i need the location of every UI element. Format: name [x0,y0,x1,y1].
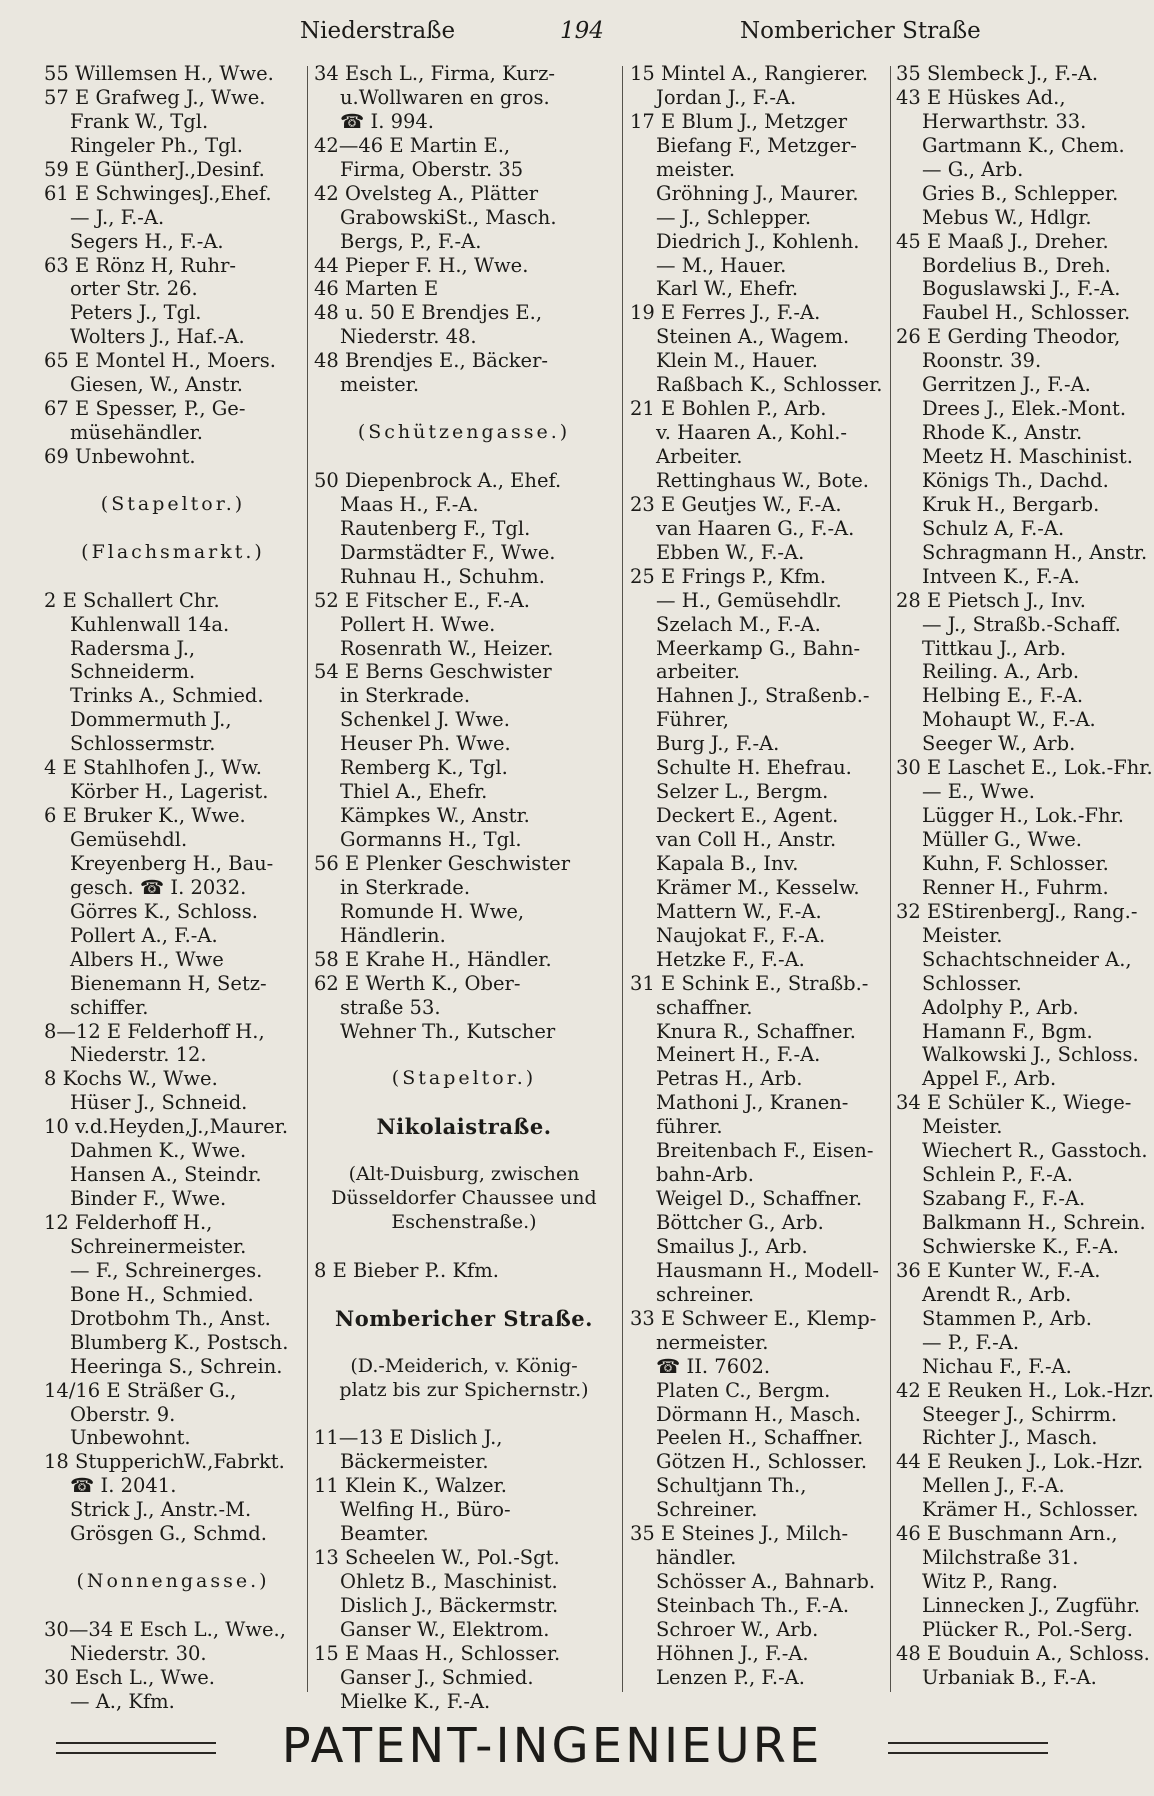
street-note: (Alt-Duisburg, zwischen [348,1163,580,1186]
directory-entry-continued: straße 53. [340,995,441,1019]
directory-entry-continued: Frank W., Tgl. [70,109,209,133]
directory-entry: 61 E SchwingesJ.,Ehef. [44,181,272,205]
directory-entry: 69 Unbewohnt. [44,445,196,468]
directory-entry-continued: Dahmen K., Wwe. [70,1139,247,1163]
directory-entry-continued: Trinks A., Schmied. [70,684,264,708]
directory-entry-continued: Szabang F., F.-A. [922,1187,1086,1211]
directory-entry-continued: schaffner. [656,995,753,1019]
directory-entry-continued: Albers H., Wwe [70,947,224,971]
directory-entry-continued: — J., F.-A. [70,205,165,229]
directory-entry-continued: Wiechert R., Gasstoch. [922,1139,1148,1163]
directory-entry: 56 E Plenker Geschwister [314,851,571,875]
directory-entry-continued: Schachtschneider A., [922,947,1132,971]
directory-entry-continued: Welfing H., Büro- [340,1498,511,1522]
directory-entry-continued: Urbaniak B., F.-A. [922,1665,1097,1689]
directory-entry-continued: Darmstädter F., Wwe. [340,540,556,564]
directory-entry-continued: van Coll H., Anstr. [656,828,837,851]
directory-entry-continued: Unbewohnt. [70,1426,191,1450]
directory-entry-continued: Schenkel J. Wwe. [340,708,510,732]
directory-entry: 46 E Buschmann Arn., [896,1522,1118,1546]
directory-entry-continued: Jordan J., F.-A. [656,85,797,109]
directory-entry: 12 Felderhoff H., [44,1211,213,1234]
directory-entry-continued: Gartmann K., Chem. [922,133,1125,157]
spacer [44,469,302,493]
directory-entry: 8 Kochs W., Wwe. [44,1067,218,1091]
spacer [44,1594,302,1618]
directory-entry-continued: in Sterkrade. [340,684,471,708]
directory-entry-continued: Ganser W., Elektrom. [340,1617,550,1641]
directory-entry-continued: Reiling. A., Arb. [922,660,1080,684]
directory-entry-continued: meister. [340,373,420,397]
directory-entry-continued: Boguslawski J., F.-A. [922,277,1121,301]
directory-entry: 35 Slembeck J., F.-A. [896,62,1099,85]
directory-entry-continued: Naujokat F., F.-A. [656,923,826,947]
directory-entry-continued: Maas H., F.-A. [340,492,479,516]
directory-entry-continued: Walkowski J., Schloss. [922,1043,1139,1067]
directory-entry-continued: — J., Straßb.-Schaff. [922,612,1121,636]
directory-entry-continued: Smailus J., Arb. [656,1234,808,1258]
directory-columns [44,62,1154,1713]
directory-entry-continued: Strick J., Anstr.-M. [70,1498,252,1522]
page-header [0,12,1104,56]
directory-entry: 25 E Frings P., Kfm. [630,564,827,588]
directory-entry-continued: Klein M., Hauer. [656,349,819,373]
directory-entry-continued: Kruk H., Bergarb. [922,492,1100,516]
directory-entry-continued: Herwarthstr. 33. [922,109,1087,133]
header-right-street: Nombericher Straße [740,18,981,44]
directory-entry-continued: Remberg K., Tgl. [340,756,508,780]
directory-entry: 52 E Fitscher E., F.-A. [314,588,530,612]
page-number: 194 [560,18,604,44]
directory-entry-continued: Schwierske K., F.-A. [922,1234,1119,1258]
directory-entry-continued: händler. [656,1546,737,1570]
directory-entry: 32 EStirenbergJ., Rang.- [896,899,1138,923]
directory-entry-continued: Görres K., Schloss. [70,899,258,923]
directory-entry-continued: Raßbach K., Schlosser. [656,373,883,397]
spacer [314,1403,614,1427]
directory-entry-continued: Kuhlenwall 14a. [70,612,230,636]
directory-entry-continued: Niederstr. 12. [70,1043,207,1067]
directory-entry-continued: u.Wollwaren en gros. [340,85,550,109]
header-left-street: Niederstraße [300,18,456,44]
directory-entry: 11 Klein K., Walzer. [314,1474,507,1498]
directory-entry-continued: Linnecken J., Zugführ. [922,1594,1141,1617]
directory-entry: 13 Scheelen W., Pol.-Sgt. [314,1546,560,1570]
section-heading: (Flachsmarkt.) [81,540,265,563]
directory-entry-continued: Szelach M., F.-A. [656,612,821,636]
directory-entry-continued: meister. [656,157,736,181]
directory-entry-continued: Arbeiter. [656,445,743,468]
banner-rule-right [888,1742,1048,1744]
column-4 [896,62,1154,1698]
directory-entry-continued: Appel F., Arb. [922,1067,1057,1091]
directory-entry-continued: Schlossermstr. [70,732,216,756]
directory-entry-continued: Kuhn, F. Schlosser. [922,851,1109,875]
directory-entry-continued: Firma, Oberstr. 35 [340,157,524,181]
directory-entry-continued: Steeger J., Schirrm. [922,1402,1118,1426]
directory-entry-continued: Gries B., Schlepper. [922,181,1119,205]
directory-entry-continued: Knura R., Schaffner. [656,1019,856,1043]
spacer [314,1331,614,1355]
directory-entry-continued: Bordelius B., Dreh. [922,253,1111,277]
directory-entry-continued: in Sterkrade. [340,875,471,899]
directory-entry: 55 Willemsen H., Wwe. [44,62,274,85]
directory-entry-continued: Giesen, W., Anstr. [70,373,243,397]
directory-entry-continued: Steinen A., Wagem. [656,325,850,349]
directory-entry-continued: Körber H., Lagerist. [70,780,269,804]
directory-entry-continued: Ebben W., F.-A. [656,540,805,564]
directory-entry-continued: Balkmann H., Schrein. [922,1211,1146,1234]
directory-entry: 48 Brendjes E., Bäcker- [314,349,549,373]
section-heading: (Schützengasse.) [357,421,571,444]
spacer [314,445,614,469]
directory-entry-continued: Karl W., Ehefr. [656,277,799,301]
directory-entry: 43 E Hüskes Ad., [896,85,1066,109]
directory-entry-continued: Tittkau J., Arb. [922,636,1067,660]
directory-entry: 67 E Spesser, P., Ge- [44,397,246,421]
directory-entry-continued: Richter J., Masch. [922,1426,1098,1450]
directory-entry-continued: Rhode K., Anstr. [922,421,1083,445]
directory-entry-continued: Arendt R., Arb. [922,1282,1072,1306]
directory-entry-continued: Bienemann H, Setz- [70,971,267,995]
directory-entry-continued: Selzer L., Bergm. [656,780,829,804]
directory-entry-continued: Meister. [922,1115,1003,1139]
directory-entry: 45 E Maaß J., Dreher. [896,229,1109,253]
directory-entry-continued: Schulte H. Ehefrau. [656,756,852,780]
directory-entry-continued: Schneiderm. [70,660,196,684]
directory-entry-continued: Witz P., Rang. [922,1570,1059,1594]
directory-entry-continued: Heuser Ph. Wwe. [340,732,511,756]
directory-entry-continued: Mathoni J., Kranen- [656,1091,849,1115]
directory-entry-continued: Bergs, P., F.-A. [340,229,482,253]
directory-entry-continued: Platen C., Bergm. [656,1378,831,1402]
directory-entry: 36 E Kunter W., F.-A. [896,1258,1101,1282]
directory-entry: 44 Pieper F. H., Wwe. [314,253,529,277]
directory-entry-continued: Hansen A., Steindr. [70,1163,262,1187]
directory-entry-continued: Helbing E., F.-A. [922,684,1084,708]
directory-entry-continued: Roonstr. 39. [922,349,1042,373]
directory-entry-continued: — J., Schlepper. [656,205,812,229]
street-note: Düsseldorfer Chaussee und [331,1187,597,1210]
directory-entry-continued: Schlosser. [922,971,1022,995]
directory-entry: 15 Mintel A., Rangierer. [630,62,869,85]
directory-entry-continued: — A., Kfm. [70,1689,175,1713]
directory-entry-continued: bahn-Arb. [656,1163,754,1187]
directory-entry: 57 E Grafweg J., Wwe. [44,85,266,109]
directory-entry-continued: Ohletz B., Maschinist. [340,1570,558,1594]
directory-entry: 14/16 E Sträßer G., [44,1378,237,1402]
directory-entry-continued: müsehändler. [70,421,203,445]
directory-entry-continued: Grösgen G., Schmd. [70,1522,267,1546]
directory-entry-continued: Blumberg K., Postsch. [70,1330,289,1354]
column-divider [622,66,623,1692]
directory-entry-continued: Petras H., Arb. [656,1067,803,1091]
directory-entry-continued: Weigel D., Schaffner. [656,1187,863,1211]
directory-entry-continued: Müller G., Wwe. [922,828,1083,851]
directory-entry-continued: Steinbach Th., F.-A. [656,1594,850,1617]
directory-entry-continued: Peelen H., Schaffner. [656,1426,864,1450]
directory-entry-continued: Seeger W., Arb. [922,732,1076,756]
directory-entry-continued: Milchstraße 31. [922,1546,1079,1570]
directory-entry-continued: Schreiner. [656,1498,758,1522]
directory-entry-continued: schiffer. [70,995,149,1019]
directory-entry-continued: — M., Hauer. [656,253,787,277]
directory-entry-continued: Niederstr. 30. [70,1641,207,1665]
directory-entry-continued: Lenzen P., F.-A. [656,1665,805,1689]
directory-entry-continued: Biefang F., Metzger- [656,133,857,157]
directory-entry-continued: Hüser J., Schneid. [70,1091,248,1115]
directory-entry-continued: Mohaupt W., F.-A. [922,708,1096,732]
directory-entry-continued: führer. [656,1115,723,1139]
directory-entry: 30 E Laschet E., Lok.-Fhr. [896,756,1153,780]
spacer [44,565,302,589]
directory-entry-continued: Rettinghaus W., Bote. [656,468,869,492]
directory-entry-continued: Segers H., F.-A. [70,229,224,253]
directory-entry: 34 E Schüler K., Wiege- [896,1091,1132,1115]
directory-entry: 6 E Bruker K., Wwe. [44,804,246,828]
directory-entry-continued: Mielke K., F.-A. [340,1689,491,1713]
directory-entry-continued: Krämer H., Schlosser. [922,1498,1139,1522]
directory-entry: 8—12 E Felderhoff H., [44,1019,265,1043]
directory-entry-continued: Rautenberg F., Tgl. [340,516,531,540]
directory-entry: 54 E Berns Geschwister [314,660,552,684]
directory-entry: 50 Diepenbrock A., Ehef. [314,468,562,492]
directory-entry: 63 E Rönz H, Ruhr- [44,253,237,277]
directory-entry-continued: Rosenrath W., Heizer. [340,636,554,660]
directory-entry-continued: Mellen J., F.-A. [922,1474,1065,1498]
directory-entry-continued: v. Haaren A., Kohl.- [656,421,848,445]
directory-entry-continued: Burg J., F.-A. [656,732,780,756]
directory-entry-continued: Diedrich J., Kohlenh. [656,229,860,253]
directory-entry-continued: — F., Schreinerges. [70,1258,263,1282]
directory-entry: 30 Esch L., Wwe. [44,1665,215,1689]
directory-entry-continued: Ringeler Ph., Tgl. [70,133,243,157]
directory-entry-continued: Thiel A., Ehefr. [340,780,488,804]
directory-entry-continued: Plücker R., Pol.-Serg. [922,1617,1133,1641]
directory-entry-continued: Beamter. [340,1522,429,1546]
section-heading: (Stapeltor.) [391,1067,537,1090]
directory-entry-continued: — E., Wwe. [922,780,1036,804]
directory-entry-continued: Intveen K., F.-A. [922,564,1080,588]
directory-entry-continued: Bäckermeister. [340,1450,489,1474]
directory-entry-continued: Romunde H. Wwe, [340,899,525,923]
spacer [314,397,614,421]
directory-entry-continued: Pollert A., F.-A. [70,923,218,947]
directory-entry-continued: Ruhnau H., Schuhm. [340,564,545,588]
directory-entry-continued: Kapala B., Inv. [656,851,799,875]
directory-entry: 62 E Werth K., Ober- [314,971,521,995]
directory-entry-continued: Hausmann H., Modell- [656,1258,880,1282]
directory-entry-continued: Gormanns H., Tgl. [340,828,522,851]
directory-entry-continued: Meinert H., F.-A. [656,1043,821,1067]
spacer [44,517,302,541]
directory-entry-continued: Pollert H. Wwe. [340,612,496,636]
banner-rule-left [56,1742,216,1744]
spacer [314,1283,614,1307]
directory-entry-continued: Breitenbach F., Eisen- [656,1139,874,1163]
directory-entry-continued: Gerritzen J., F.-A. [922,373,1091,397]
directory-entry: 26 E Gerding Theodor, [896,325,1121,349]
directory-entry: 42—46 E Martin E., [314,133,511,157]
directory-entry: 34 Esch L., Firma, Kurz- [314,62,555,85]
banner-rule-left [56,1752,216,1754]
directory-entry: 21 E Bohlen P., Arb. [630,397,827,421]
directory-entry: 23 E Geutjes W., F.-A. [630,492,842,516]
directory-entry-continued: ☎ I. 994. [340,109,435,133]
directory-entry-continued: Mattern W., F.-A. [656,899,822,923]
footer-banner [0,1712,1104,1792]
column-3 [630,62,886,1698]
directory-entry-continued: Gröhning J., Maurer. [656,181,859,205]
directory-entry-continued: Faubel H., Schlosser. [922,301,1131,325]
street-note: platz bis zur Spichernstr.) [339,1378,589,1401]
directory-entry-continued: Bone H., Schmied. [70,1282,254,1306]
directory-entry-continued: — P., F.-A. [922,1330,1020,1354]
directory-entry-continued: Schulz A, F.-A. [922,516,1065,540]
directory-entry-continued: Meetz H. Maschinist. [922,445,1133,468]
spacer [314,1091,614,1115]
directory-entry: 2 E Schallert Chr. [44,588,220,612]
directory-entry: 42 Ovelsteg A., Plätter [314,181,539,205]
directory-entry-continued: Dommermuth J., [70,708,232,732]
directory-entry: 30—34 E Esch L., Wwe., [44,1617,286,1641]
directory-entry-continued: — H., Gemüsehdlr. [656,588,842,612]
directory-entry: 33 E Schweer E., Klemp- [630,1306,877,1330]
directory-entry-continued: Schösser A., Bahnarb. [656,1570,876,1594]
directory-entry-continued: Lügger H., Lok.-Fhr. [922,804,1124,828]
directory-entry: 8 E Bieber P.. Kfm. [314,1258,499,1282]
directory-entry-continued: Adolphy P., Arb. [922,995,1079,1019]
directory-entry: 59 E GüntherJ.,Desinf. [44,157,265,181]
directory-entry-continued: Dörmann H., Masch. [656,1402,862,1426]
directory-entry-continued: — G., Arb. [922,157,1024,181]
directory-entry-continued: Peters J., Tgl. [70,301,202,325]
column-divider [307,66,308,1692]
directory-entry: 18 StupperichW.,Fabrkt. [44,1450,285,1474]
directory-entry-continued: nermeister. [656,1330,769,1354]
directory-entry: 44 E Reuken J., Lok.-Hzr. [896,1450,1144,1474]
directory-entry-continued: Gemüsehdl. [70,828,188,851]
directory-entry: 31 E Schink E., Straßb.- [630,971,869,995]
column-2 [314,62,614,1713]
spacer [314,1139,614,1163]
directory-entry: 42 E Reuken H., Lok.-Hzr. [896,1378,1154,1402]
directory-entry-continued: GrabowskiSt., Masch. [340,205,557,229]
directory-entry: 35 E Steines J., Milch- [630,1522,849,1546]
directory-entry: 19 E Ferres J., F.-A. [630,301,821,325]
directory-entry-continued: Schreinermeister. [70,1234,247,1258]
directory-entry-continued: Niederstr. 48. [340,325,477,349]
directory-entry-continued: Nichau F., F.-A. [922,1354,1072,1378]
directory-entry-continued: Renner H., Fuhrm. [922,875,1109,899]
directory-entry: 11—13 E Dislich J., [314,1426,503,1450]
directory-entry-continued: Meister. [922,923,1003,947]
directory-entry-continued: Stammen P., Arb. [922,1306,1092,1330]
directory-entry-continued: Führer, [656,708,729,732]
banner-rule-right [888,1752,1048,1754]
directory-entry-continued: van Haaren G., F.-A. [656,516,855,540]
directory-entry: 65 E Montel H., Moers. [44,349,276,373]
directory-entry-continued: Mebus W., Hdlgr. [922,205,1092,229]
street-title: Nikolaistraße. [376,1114,552,1140]
directory-entry-continued: Meerkamp G., Bahn- [656,636,861,660]
directory-entry-continued: Kreyenberg H., Bau- [70,851,274,875]
spacer [314,1043,614,1067]
directory-entry-continued: Händlerin. [340,923,446,947]
directory-entry-continued: Hahnen J., Straßenb.- [656,684,870,708]
column-divider [890,66,891,1692]
directory-entry-continued: Schragmann H., Anstr. [922,540,1148,564]
directory-entry-continued: Königs Th., Dachd. [922,468,1109,492]
directory-entry-continued: Hetzke F., F.-A. [656,947,805,971]
directory-entry-continued: Oberstr. 9. [70,1402,176,1426]
directory-entry-continued: arbeiter. [656,660,740,684]
directory-entry-continued: Wehner Th., Kutscher [340,1019,556,1043]
directory-entry-continued: ☎ I. 2041. [70,1474,177,1498]
directory-entry-continued: Höhnen J., F.-A. [656,1641,809,1665]
directory-entry: 17 E Blum J., Metzger [630,109,848,133]
directory-entry-continued: Ganser J., Schmied. [340,1665,534,1689]
directory-entry: 28 E Pietsch J., Inv. [896,588,1086,612]
directory-entry-continued: gesch. ☎ I. 2032. [70,875,247,899]
street-title: Nombericher Straße. [335,1305,593,1331]
directory-entry-continued: Böttcher G., Arb. [656,1211,824,1234]
directory-entry-continued: Wolters J., Haf.-A. [70,325,245,349]
directory-entry-continued: Hamann F., Bgm. [922,1019,1093,1043]
directory-entry: 10 v.d.Heyden,J.,Maurer. [44,1115,289,1139]
directory-entry: 58 E Krahe H., Händler. [314,947,552,971]
directory-entry-continued: Dislich J., Bäckermstr. [340,1594,559,1617]
street-note: Eschenstraße.) [391,1211,537,1233]
directory-entry-continued: ☎ II. 7602. [656,1354,771,1378]
directory-entry: 15 E Maas H., Schlosser. [314,1641,561,1665]
directory-entry-continued: Drotbohm Th., Anst. [70,1306,271,1330]
directory-entry-continued: schreiner. [656,1282,755,1306]
directory-entry-continued: Kämpkes W., Anstr. [340,804,530,828]
directory-entry-continued: Schroer W., Arb. [656,1617,819,1641]
directory-entry-continued: Deckert E., Agent. [656,804,839,828]
spacer [44,1546,302,1570]
section-heading: (Stapeltor.) [100,492,246,515]
directory-entry-continued: Götzen H., Schlosser. [656,1450,868,1474]
directory-entry-continued: Krämer M., Kesselw. [656,875,860,899]
directory-entry-continued: Schlein P., F.-A. [922,1163,1073,1187]
directory-entry: 48 u. 50 E Brendjes E., [314,301,543,325]
directory-entry: 46 Marten E [314,277,439,301]
street-note: (D.-Meiderich, v. König- [350,1354,578,1377]
directory-entry-continued: orter Str. 26. [70,277,198,301]
directory-entry-continued: Schultjann Th., [656,1474,807,1498]
spacer [314,1235,614,1259]
directory-entry: 4 E Stahlhofen J., Ww. [44,756,262,780]
directory-entry-continued: Heeringa S., Schrein. [70,1354,283,1378]
section-heading: (Nonnengasse.) [76,1570,270,1593]
directory-entry-continued: Drees J., Elek.-Mont. [922,397,1127,421]
directory-entry-continued: Radersma J., [70,636,196,660]
directory-entry: 48 E Bouduin A., Schloss. [896,1641,1150,1665]
directory-entry-continued: Binder F., Wwe. [70,1187,227,1211]
banner-text: PATENT-INGENIEURE [281,1718,823,1774]
column-1 [44,62,302,1713]
